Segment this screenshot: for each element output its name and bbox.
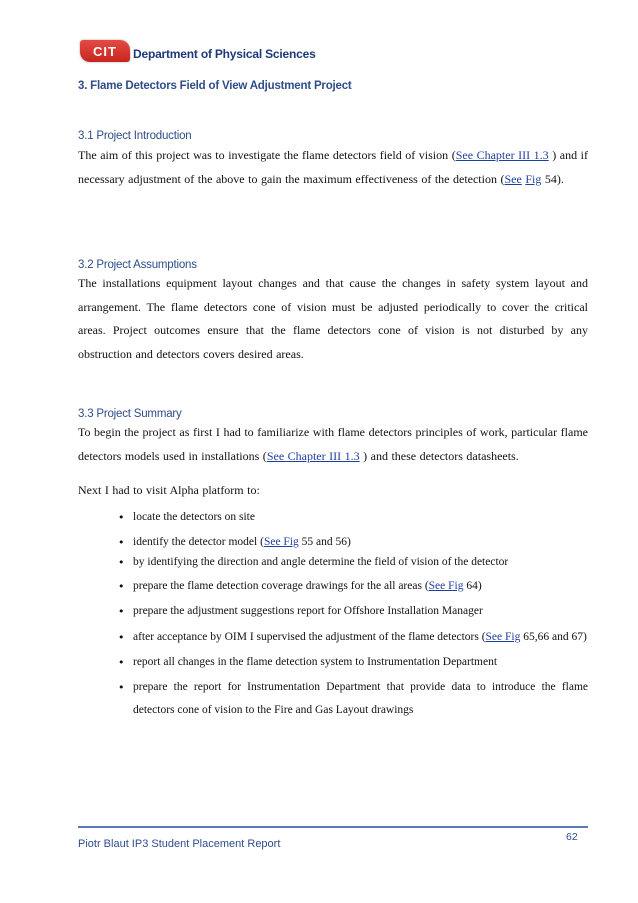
list-item: • by identifying the direction and angle determine the field of vision of the detector (118, 556, 509, 570)
list-item: • prepare the report for Instrumentation Department that provide data to introduce the flame detectors cone of vision to the Fire and Gas Layout drawings (118, 674, 588, 722)
bullet-icon: • (118, 630, 125, 644)
list-item: • locate the detectors on site (118, 506, 588, 529)
see-fig-link[interactable]: See Fig (263, 536, 299, 549)
introduction-paragraph: The aim of this project was to investigate the flame detectors field of vision (See Chapter III 1.3 ) and if necessary adjustment of the above to gain the maximum effectiveness of the detection (See Fig 54). (78, 148, 589, 186)
fig-link[interactable]: Fig (525, 171, 542, 186)
bullet-icon: • (118, 605, 125, 619)
see-link[interactable]: See (504, 171, 522, 186)
task-list (118, 506, 588, 722)
bullet-icon: • (118, 556, 125, 570)
bullet-icon: • (118, 681, 125, 695)
bullet-icon: • (118, 536, 125, 550)
department-name: Department of Physical Sciences (133, 47, 316, 61)
list-item: • prepare the adjustment suggestions report for Offshore Installation Manager (118, 598, 588, 623)
list-item: • after acceptance by OIM I supervised the adjustment of the flame detectors (See Fig 65,66 and 67) (118, 624, 588, 649)
list-item: • prepare the flame detection coverage drawings for the all areas (See Fig 64) (118, 571, 588, 598)
footer-text: Piotr Blaut IP3 Student Placement Report (78, 838, 281, 850)
see-fig-link[interactable]: See Fig (428, 580, 464, 593)
bullet-icon: • (118, 655, 125, 669)
footer-divider (78, 826, 588, 828)
summary-intro: Next I had to visit Alpha platform to: (78, 483, 260, 497)
see-chapter-link[interactable]: See Chapter III 1.3 (266, 448, 360, 463)
logo-text: CIT (93, 43, 117, 59)
see-fig-link[interactable]: See Fig (485, 630, 521, 643)
bullet-icon: • (118, 511, 125, 524)
see-chapter-link[interactable]: See Chapter III 1.3 (455, 148, 549, 162)
assumptions-paragraph: The installations equipment layout changes and that cause the changes in safety system layout and arrangement. The flame detectors cone of vision must be adjusted periodically to cover the critical areas. Project outcomes ensure that the flame detectors cone of vision is not disturbed by any obstruction and detectors covers desired areas. (78, 276, 588, 361)
section-heading-summary: 3.3 Project Summary (78, 408, 182, 420)
cit-logo (80, 40, 130, 62)
list-item: • report all changes in the flame detection system to Instrumentation Department (118, 649, 588, 674)
section-heading-assumptions: 3.2 Project Assumptions (78, 259, 197, 271)
page-number: 62 (566, 831, 578, 843)
bullet-icon: • (118, 580, 125, 594)
list-item: • identify the detector model (See Fig 55 and 56) (118, 536, 351, 550)
page-title: 3. Flame Detectors Field of View Adjustment Project (78, 80, 352, 92)
section-heading-introduction: 3.1 Project Introduction (78, 130, 192, 142)
summary-paragraph: To begin the project as first I had to familiarize with flame detectors principles of work, particular flame detectors models used in installations (See Chapter III 1.3 ) and these detectors datasheets. (78, 425, 588, 463)
